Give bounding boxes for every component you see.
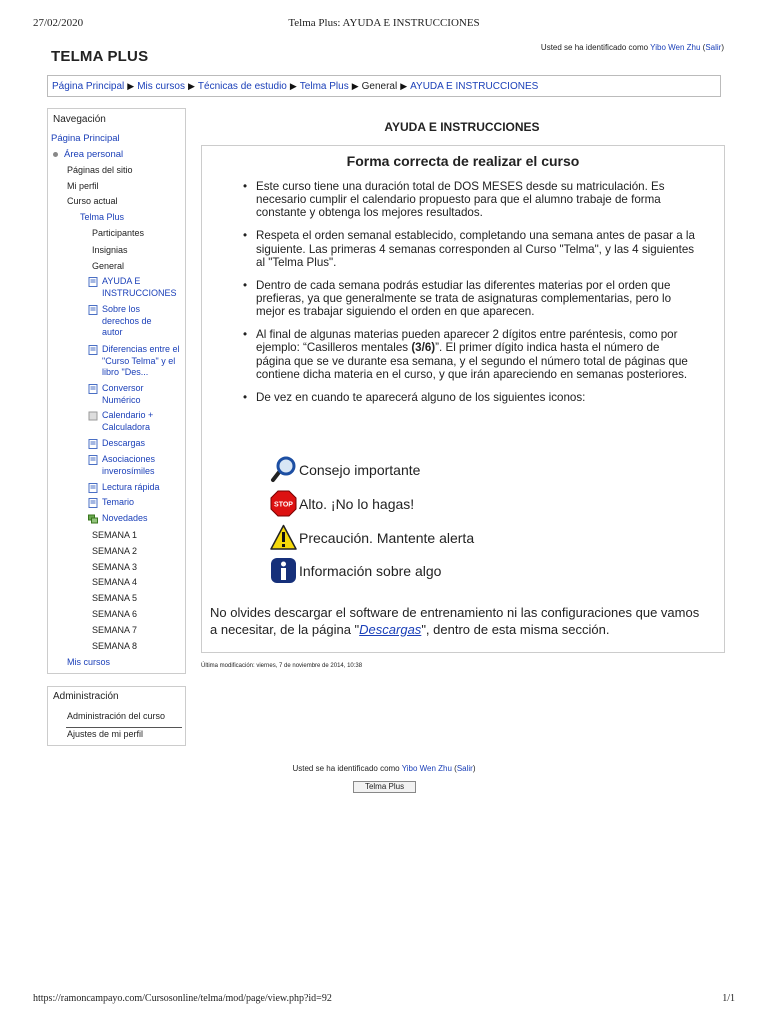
nav-week-7[interactable]: SEMANA 7 — [92, 625, 138, 635]
nav-week-5[interactable]: SEMANA 5 — [92, 593, 138, 603]
breadcrumb-category[interactable]: Técnicas de estudio — [197, 80, 287, 92]
course-home-button[interactable]: Telma Plus — [353, 781, 416, 793]
note-text: ", dentro de esta misma sección. — [421, 622, 610, 637]
list-item: • Respeta el orden semanal establecido, completando una semana antes de pasar a la siguiente. Las primeras 4 semanas corresponden al Curso "Telma", y las 4 siguientes al "Telma Plus". — [256, 229, 696, 269]
nav-resource-speed-reading[interactable] — [88, 482, 180, 494]
bullet-icon — [53, 152, 58, 157]
page-icon — [88, 305, 98, 315]
administration-block — [47, 686, 186, 746]
nav-participants[interactable]: Participantes — [92, 228, 145, 238]
magnifier-icon — [270, 456, 297, 483]
icon-legend-row — [270, 557, 441, 584]
nav-resource-label[interactable]: AYUDA E INSTRUCCIONES — [102, 276, 177, 298]
breadcrumb-separator-icon: ▶ — [127, 80, 135, 91]
page-icon — [88, 277, 98, 287]
nav-dashboard[interactable]: Área personal — [64, 149, 124, 160]
icon-legend-label: Información sobre algo — [299, 562, 442, 579]
instructions-list — [256, 180, 696, 414]
print-url: https://ramoncampayo.com/Cursosonline/telma/mod/page/view.php?id=92 — [33, 993, 332, 1004]
nav-resource-syllabus[interactable] — [88, 497, 180, 509]
nav-current-course[interactable]: Curso actual — [67, 196, 118, 206]
page-icon — [88, 384, 98, 394]
nav-resource-rights[interactable] — [88, 304, 166, 339]
divider — [66, 727, 182, 728]
admin-course-link[interactable]: Administración del curso — [67, 711, 166, 721]
page-icon — [88, 345, 98, 355]
breadcrumb-home[interactable]: Página Principal — [52, 80, 125, 92]
navigation-block — [47, 108, 186, 674]
nav-week-8[interactable]: SEMANA 8 — [92, 641, 138, 651]
nav-home[interactable]: Página Principal — [51, 133, 120, 144]
bullet-text: ”. El primer dígito indica hasta el número de página que se ve durante esa semana, y el segundo el número total de páginas que contiene dicha materia en el curso, y que irán apareciendo en semanas posteriores. — [256, 341, 688, 381]
nav-week-1[interactable]: SEMANA 1 — [92, 530, 138, 540]
logout-link[interactable]: Salir — [705, 43, 722, 52]
list-item: • Este curso tiene una duración total de DOS MESES desde su matriculación. Es necesario cumplir el calendario propuesto para que el alumno trabaje de forma constante y obtenga los mejores resultados. — [256, 180, 696, 220]
bullet-text: Al final de algunas materias pueden aparecer 2 dígitos entre paréntesis, como por ejemplo: “Casilleros mentales — [256, 328, 678, 355]
icon-legend-row — [270, 490, 414, 517]
nav-course[interactable]: Telma Plus — [80, 212, 125, 222]
breadcrumb-my-courses[interactable]: Mis cursos — [137, 80, 185, 92]
nav-week-2[interactable]: SEMANA 2 — [92, 546, 138, 556]
breadcrumb — [47, 75, 721, 97]
info-icon — [270, 557, 297, 584]
nav-week-6[interactable]: SEMANA 6 — [92, 609, 138, 619]
login-text: Usted se ha identificado como — [540, 43, 649, 52]
page-title: AYUDA E INSTRUCCIONES — [384, 120, 540, 134]
nav-badges[interactable]: Insignias — [92, 245, 128, 255]
warning-icon — [270, 524, 297, 551]
nav-my-courses[interactable]: Mis cursos — [67, 657, 111, 667]
breadcrumb-separator-icon: ▶ — [187, 80, 195, 91]
administration-heading[interactable]: Administración — [53, 691, 119, 702]
print-title: Telma Plus: AYUDA E INSTRUCCIONES — [288, 17, 480, 29]
svg-text:STOP: STOP — [274, 501, 293, 509]
site-title[interactable]: TELMA PLUS — [51, 48, 149, 65]
forum-icon — [88, 514, 98, 524]
nav-resource-label[interactable]: Diferencias entre el "Curso Telma" y el libro "Des... — [102, 344, 180, 377]
user-link[interactable]: Yibo Wen Zhu — [650, 43, 701, 52]
nav-resource-converter[interactable] — [88, 383, 154, 406]
breadcrumb-separator-icon: ▶ — [400, 80, 408, 91]
page-icon — [88, 483, 98, 493]
login-text: Usted se ha identificado como — [292, 764, 400, 773]
breadcrumb-current[interactable]: AYUDA E INSTRUCCIONES — [410, 80, 539, 92]
nav-resource-label[interactable]: Temario — [102, 497, 135, 507]
breadcrumb-separator-icon: ▶ — [351, 80, 359, 91]
login-info-bottom: Usted se ha identificado como Yibo Wen Zhu (Salir) — [292, 764, 476, 773]
box-title: Forma correcta de realizar el curso — [346, 153, 580, 169]
admin-profile-settings[interactable]: Ajustes de mi perfil — [67, 729, 144, 739]
list-item: • Dentro de cada semana podrás estudiar las diferentes materias por el orden que prefieras, ya que generalmente se trata de asignaturas complementarias, pero lo mejor es trabajar siguiendo el orden en que aparecen. — [256, 279, 696, 319]
login-info-top: Usted se ha identificado como Yibo Wen Zhu (Salir) — [540, 43, 724, 52]
nav-week-4[interactable]: SEMANA 4 — [92, 577, 138, 587]
nav-resource-label[interactable]: Novedades — [102, 513, 148, 523]
nav-resource-news[interactable] — [88, 513, 180, 525]
file-icon — [88, 411, 98, 421]
breadcrumb-section: General — [361, 80, 398, 92]
stop-icon — [270, 490, 297, 517]
nav-general[interactable]: General — [92, 261, 125, 271]
nav-dashboard-item[interactable] — [53, 149, 123, 160]
page-icon — [88, 455, 98, 465]
navigation-heading[interactable]: Navegación — [53, 114, 106, 125]
nav-resource-associations[interactable] — [88, 454, 166, 477]
content-box — [201, 145, 725, 653]
nav-resource-differences[interactable] — [88, 344, 184, 378]
icon-legend-row — [270, 456, 420, 483]
page-icon — [88, 439, 98, 449]
nav-resource-label[interactable]: Calendario + Calculadora — [102, 410, 154, 432]
icon-legend-row — [270, 524, 474, 551]
nav-resource-downloads[interactable] — [88, 438, 180, 450]
nav-resource-calendar[interactable] — [88, 410, 166, 433]
last-modified: Última modificación: viernes, 7 de noviembre de 2014, 10:38 — [201, 663, 363, 669]
bullet-emphasis: (3/6) — [411, 341, 436, 355]
print-date: 27/02/2020 — [33, 17, 84, 29]
icon-legend-label: Consejo importante — [299, 461, 421, 478]
nav-resource-label[interactable]: Lectura rápida — [102, 482, 160, 492]
list-item — [256, 328, 696, 381]
print-page-number: 1/1 — [722, 993, 735, 1004]
user-link[interactable]: Yibo Wen Zhu — [401, 764, 452, 773]
icon-legend-label: Alto. ¡No lo hagas! — [299, 495, 415, 512]
icon-legend-label: Precaución. Mantente alerta — [299, 529, 475, 546]
breadcrumb-course[interactable]: Telma Plus — [299, 80, 349, 92]
nav-resource-label[interactable]: Descargas — [102, 438, 146, 448]
nav-site-pages[interactable]: Páginas del sitio — [67, 165, 133, 175]
nav-profile[interactable]: Mi perfil — [67, 181, 99, 191]
downloads-note — [210, 604, 710, 638]
nav-resource-label[interactable]: Sobre los derechos de autor — [102, 304, 152, 337]
page-icon — [88, 498, 98, 508]
nav-resource-help[interactable] — [88, 276, 184, 299]
nav-resource-label[interactable]: Asociaciones inverosímiles — [102, 454, 156, 476]
downloads-link[interactable]: Descargas — [359, 622, 422, 637]
note-text: No olvides descargar el software de entrenamiento ni las configuraciones que vamos a necesitar, de la página " — [210, 605, 700, 637]
nav-resource-label[interactable]: Conversor Numérico — [102, 383, 144, 405]
breadcrumb-separator-icon: ▶ — [289, 80, 297, 91]
list-item: • De vez en cuando te aparecerá alguno de los siguientes iconos: — [256, 391, 696, 404]
nav-week-3[interactable]: SEMANA 3 — [92, 562, 138, 572]
logout-link[interactable]: Salir — [456, 764, 473, 773]
